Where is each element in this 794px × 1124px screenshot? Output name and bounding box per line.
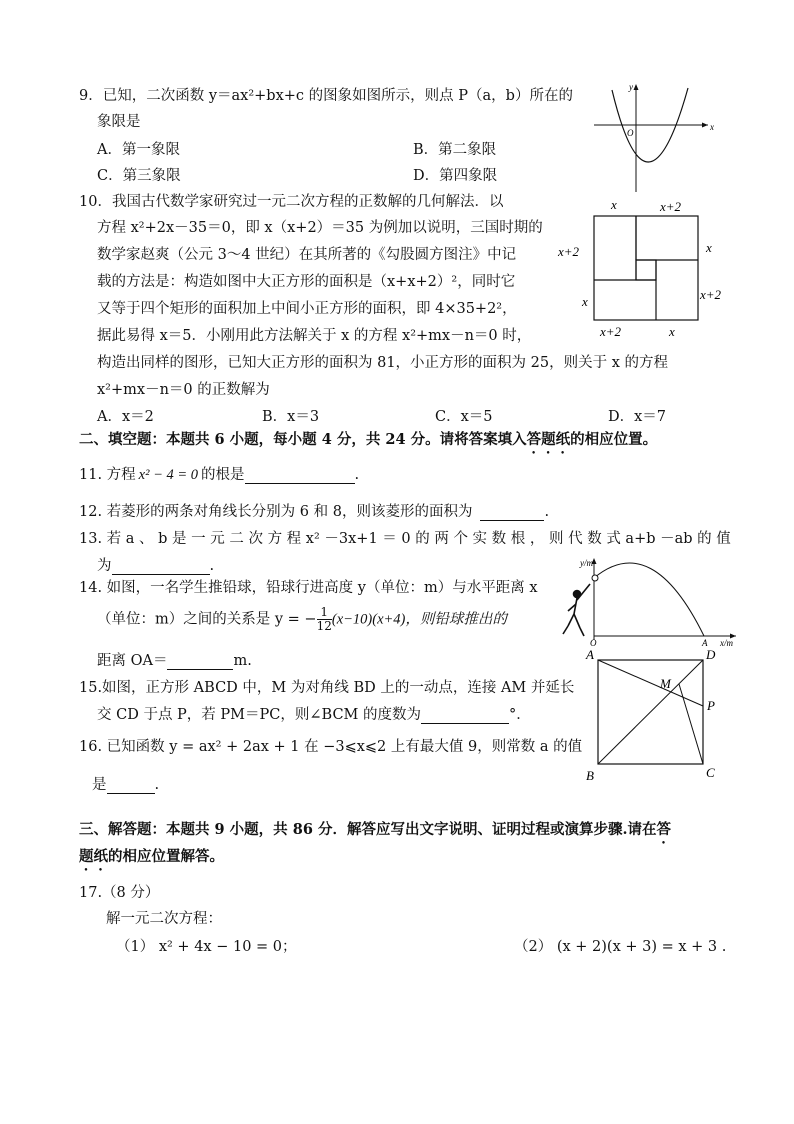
q13-line2: 为 . <box>97 558 215 574</box>
line-cm <box>679 684 703 764</box>
label-bottom-x2: x+2 <box>600 324 622 339</box>
q16-line1: 16. 已知函数 y = ax² + 2ax + 1 在 −3⩽x⩽2 上有最大值 9，则常数 a 的值 <box>79 739 583 755</box>
q15-answer-blank[interactable] <box>421 709 509 724</box>
q12: 12. 若菱形的两条对角线长分别为 6 和 8，则该菱形的面积为 . <box>79 504 550 520</box>
q17-part1: （1） x² + 4x − 10 = 0； <box>116 939 297 955</box>
q11: 11. 方程 x² − 4 = 0 的根是 . <box>79 467 360 483</box>
label-left-x2: x+2 <box>558 244 580 259</box>
q13-line1: 13. 若 a 、 b 是 一 元 二 次 方 程 x² －3x+1 ＝ 0 的 两 个 实 数 根 ， 则 代 数 式 a+b －ab 的 值 <box>79 531 731 547</box>
q10-stem-line4: 载的方法是：构造如图中大正方形的面积是（x+x+2）²，同时它 <box>97 274 516 290</box>
label-right-x2: x+2 <box>700 287 722 302</box>
origin-label: O <box>590 638 597 646</box>
label-m: M <box>660 676 671 691</box>
point-a-label: A <box>702 638 708 646</box>
q10-stem-line8: x²+mx－n＝0 的正数解为 <box>97 382 270 398</box>
label-bottom-x: x <box>669 324 675 339</box>
label-left-x: x <box>582 294 588 309</box>
q9-option-b: B．第二象限 <box>413 142 497 158</box>
label-top-x: x <box>611 197 617 212</box>
section3-heading-line2: 题纸的相应位置解答。 <box>79 848 224 865</box>
q14-line1: 14. 如图，一名学生推铅球，铅球行进高度 y（单位：m）与水平距离 x <box>79 580 538 596</box>
label-p: P <box>707 698 715 713</box>
q13-answer-blank[interactable] <box>112 560 210 575</box>
label-d: D <box>706 647 716 662</box>
big-square <box>594 216 698 320</box>
q12-answer-blank[interactable] <box>480 506 544 521</box>
q9-option-d: D．第四象限 <box>413 168 498 184</box>
section3-heading-line1: 三、解答题：本题共 9 小题，共 86 分．解答应写出文字说明、证明过程或演算步骤.请在答 <box>79 821 672 838</box>
q14-answer-blank[interactable] <box>167 655 233 670</box>
line-ap <box>598 660 703 706</box>
y-axis-label: y/m <box>580 558 593 568</box>
q10-stem-line3: 数学家赵爽（公元 3～4 世纪）在其所著的《勾股圆方图注》中记 <box>97 247 517 263</box>
q16-answer-blank[interactable] <box>107 779 155 794</box>
student-figure-icon <box>563 584 590 636</box>
q17-title: 17.（8 分） <box>79 885 160 901</box>
q10-stem-line2: 方程 x²+2x－35＝0，即 x（x+2）＝35 为例加以说明，三国时期的 <box>97 220 543 236</box>
origin-label: O <box>627 128 634 138</box>
q14-fraction: $\frac{1}{12}$ <box>316 605 332 633</box>
q10-option-b: B．x＝3 <box>262 409 320 425</box>
q10-stem-line1: 10．我国古代数学家研究过一元二次方程的正数解的几何解法．以 <box>79 194 504 210</box>
q10-stem-line7: 构造出同样的图形，已知大正方形的面积为 81，小正方形的面积为 25，则关于 x 的方程 <box>97 355 669 371</box>
x-axis-arrow-icon <box>702 123 708 128</box>
label-b: B <box>586 768 594 783</box>
q14-shotput-graph <box>560 556 740 646</box>
section2-heading: 二、填空题：本题共 6 小题，每小题 4 分，共 24 分。请将答案填入答题纸的相应位置。 <box>79 431 658 448</box>
section2-emphasis: 答题纸 <box>526 431 571 448</box>
q10-option-a: A．x＝2 <box>97 409 154 425</box>
q9-option-c: C．第三象限 <box>97 168 181 184</box>
label-right-x: x <box>706 240 712 255</box>
label-c: C <box>706 765 715 780</box>
label-a: A <box>586 647 594 662</box>
q11-equation: x² − 4 = 0 <box>138 467 199 483</box>
y-axis-arrow-icon <box>634 84 639 90</box>
q10-stem-line5: 又等于四个矩形的面积加上中间小正方形的面积，即 4×35+2²， <box>97 301 517 317</box>
q15-line1: 15.如图，正方形 ABCD 中，M 为对角线 BD 上的一动点，连接 AM 并延长 <box>79 680 575 696</box>
q10-option-d: D．x＝7 <box>608 409 667 425</box>
x-axis-label: x <box>710 122 714 132</box>
q10-square-figure <box>556 196 740 342</box>
label-top-x2: x+2 <box>660 199 682 214</box>
q11-answer-blank[interactable] <box>245 469 355 484</box>
q15-line2: 交 CD 于点 P，若 PM＝PC，则∠BCM 的度数为 °． <box>97 707 531 723</box>
q9-option-a: A．第一象限 <box>97 142 180 158</box>
q9-stem-line1: 9．已知，二次函数 y＝ax²+bx+c 的图象如图所示，则点 P（a，b）所在的 <box>79 88 573 104</box>
x-axis-label: x/m <box>720 638 733 646</box>
shotput-ball <box>592 575 598 581</box>
q16-line2: 是 . <box>92 777 160 793</box>
q14-line3: 距离 OA＝ m. <box>97 653 252 669</box>
y-axis-label: y <box>629 82 633 92</box>
small-square <box>636 260 656 280</box>
q17-part2: （2） (x + 2)(x + 3) = x + 3 . <box>514 939 727 955</box>
q9-stem-line2: 象限是 <box>97 114 141 130</box>
q10-stem-line6: 据此易得 x＝5．小刚用此方法解关于 x 的方程 x²+mx－n＝0 时， <box>97 328 532 344</box>
q9-parabola-graph <box>590 80 720 198</box>
trajectory-curve <box>594 563 704 636</box>
q10-option-c: C．x＝5 <box>435 409 493 425</box>
q15-square-figure <box>582 644 732 786</box>
q17-instruction: 解一元二次方程： <box>106 911 222 927</box>
q14-line2: （单位：m）之间的关系是 y = − $\frac{1}{12}$ (x−10)(x+4)，则铅球推出的 <box>97 605 507 633</box>
